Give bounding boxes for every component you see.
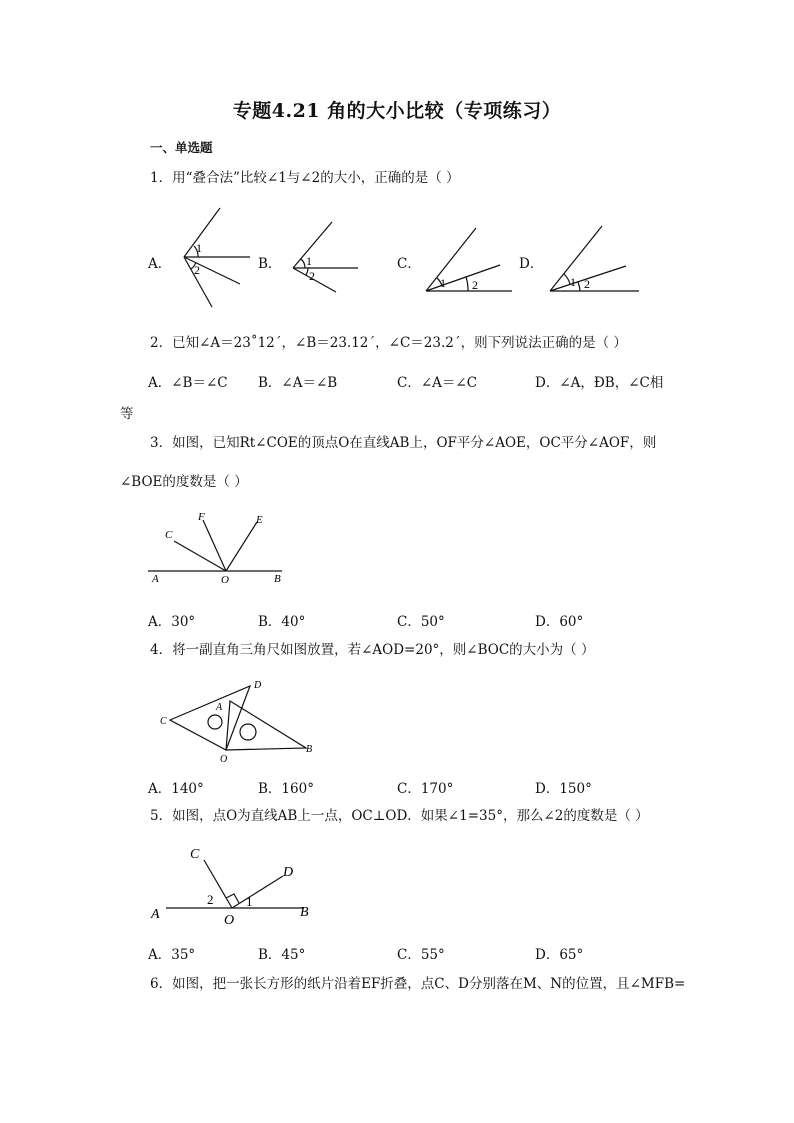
question-6-stem: 6．如图，把一张长方形的纸片沿着EF折叠，点C、D分别落在M、N的位置，且∠MFB= xyxy=(150,976,686,992)
q3-option-c: C．50° xyxy=(397,614,445,630)
q1-option-a-label: A． xyxy=(148,256,172,272)
q2-option-c: C．∠A＝∠C xyxy=(397,375,478,391)
label-b: B xyxy=(274,573,281,585)
page-title: 专题4.21 角的大小比较（专项练习） xyxy=(232,100,562,122)
angle-arc xyxy=(466,277,468,291)
label-o: O xyxy=(224,913,235,928)
ray xyxy=(184,208,220,257)
q5-option-b: B．45° xyxy=(258,947,306,963)
q3-option-b: B．40° xyxy=(258,614,306,630)
q4-option-d: D．150° xyxy=(535,781,592,797)
q1-figure-c xyxy=(420,222,520,297)
angle-label-2: 2 xyxy=(207,892,214,907)
angle-label-1: 1 xyxy=(306,254,312,268)
triangle-hole xyxy=(208,715,222,729)
q2-option-b: B．∠A＝∠B xyxy=(258,375,338,391)
q4-option-c: C．170° xyxy=(397,781,454,797)
q4-option-b: B．160° xyxy=(258,781,314,797)
q1-figure-a xyxy=(178,202,258,312)
ray-of xyxy=(203,520,226,571)
label-c: C xyxy=(160,716,167,727)
angle-arc xyxy=(578,282,580,291)
label-a: A xyxy=(152,573,159,585)
q4-figure xyxy=(158,676,328,766)
ray xyxy=(550,226,602,291)
ray xyxy=(426,228,476,291)
q1-option-b-label: B． xyxy=(258,256,282,272)
angle-label-2: 2 xyxy=(194,263,200,277)
triangle-oab xyxy=(226,701,306,750)
question-5-stem: 5．如图，点O为直线AB上一点，OC⊥OD．如果∠1=35°，那么∠2的度数是（ ） xyxy=(150,808,649,824)
label-d: D xyxy=(254,680,262,691)
angle-label-2: 2 xyxy=(584,277,590,291)
question-2-stem: 2．已知∠A＝23˚12ˊ，∠B＝23.12ˊ，∠C＝23.2ˊ，则下列说法正确的是（ ） xyxy=(150,335,627,351)
label-c: C xyxy=(190,847,200,862)
label-d: D xyxy=(283,865,294,880)
label-b: B xyxy=(306,744,313,755)
label-a: A xyxy=(151,907,160,922)
question-3-stem: 3．如图，已知Rt∠COE的顶点O在直线AB上，OF平分∠AOE，OC平分∠AOF，则 xyxy=(150,435,657,451)
q4-option-a: A．140° xyxy=(148,781,204,797)
q5-option-d: D．65° xyxy=(535,947,584,963)
ray xyxy=(184,257,240,284)
q5-option-c: C．55° xyxy=(397,947,445,963)
q1-figure-d xyxy=(544,222,644,297)
label-f: F xyxy=(198,511,205,523)
q5-figure xyxy=(148,840,328,930)
label-e: E xyxy=(256,514,263,526)
question-4-stem: 4．将一副直角三角尺如图放置，若∠AOD=20°，则∠BOC的大小为（ ） xyxy=(150,642,595,658)
q1-option-c-label: C． xyxy=(397,256,421,272)
question-3-stem-continuation: ∠BOE的度数是（ ） xyxy=(120,474,248,490)
question-1-stem: 1．用“叠合法”比较∠1与∠2的大小，正确的是（ ） xyxy=(150,170,460,186)
angle-label-1: 1 xyxy=(246,894,253,909)
label-o: O xyxy=(220,754,228,765)
ray-oe xyxy=(226,522,257,571)
q1-figure-b xyxy=(288,218,363,298)
angle-arc xyxy=(306,268,308,275)
ray xyxy=(293,222,332,268)
q1-option-d-label: D． xyxy=(519,256,544,272)
angle-arc xyxy=(301,259,305,268)
label-a: A xyxy=(216,702,223,713)
q3-figure xyxy=(148,508,288,586)
angle-label-2: 2 xyxy=(309,269,315,283)
triangle-hole xyxy=(240,724,256,740)
angle-label-2: 2 xyxy=(472,278,478,292)
q3-option-a: A．30° xyxy=(148,614,196,630)
ray-od xyxy=(232,876,283,908)
angle-label-1: 1 xyxy=(440,276,446,290)
label-o: O xyxy=(221,574,229,586)
q5-option-a: A．35° xyxy=(148,947,196,963)
q2-option-d-continuation: 等 xyxy=(120,406,134,422)
q2-option-d: D．∠A，ÐB，∠C相 xyxy=(535,375,664,391)
q3-option-d: D．60° xyxy=(535,614,584,630)
angle-label-1: 1 xyxy=(570,275,576,289)
q2-option-a: A．∠B＝∠C xyxy=(148,375,228,391)
angle-label-1: 1 xyxy=(196,241,202,255)
label-c: C xyxy=(165,529,173,541)
ray-oc xyxy=(174,541,226,571)
section-heading: 一、单选题 xyxy=(150,140,213,155)
label-b: B xyxy=(300,905,309,920)
